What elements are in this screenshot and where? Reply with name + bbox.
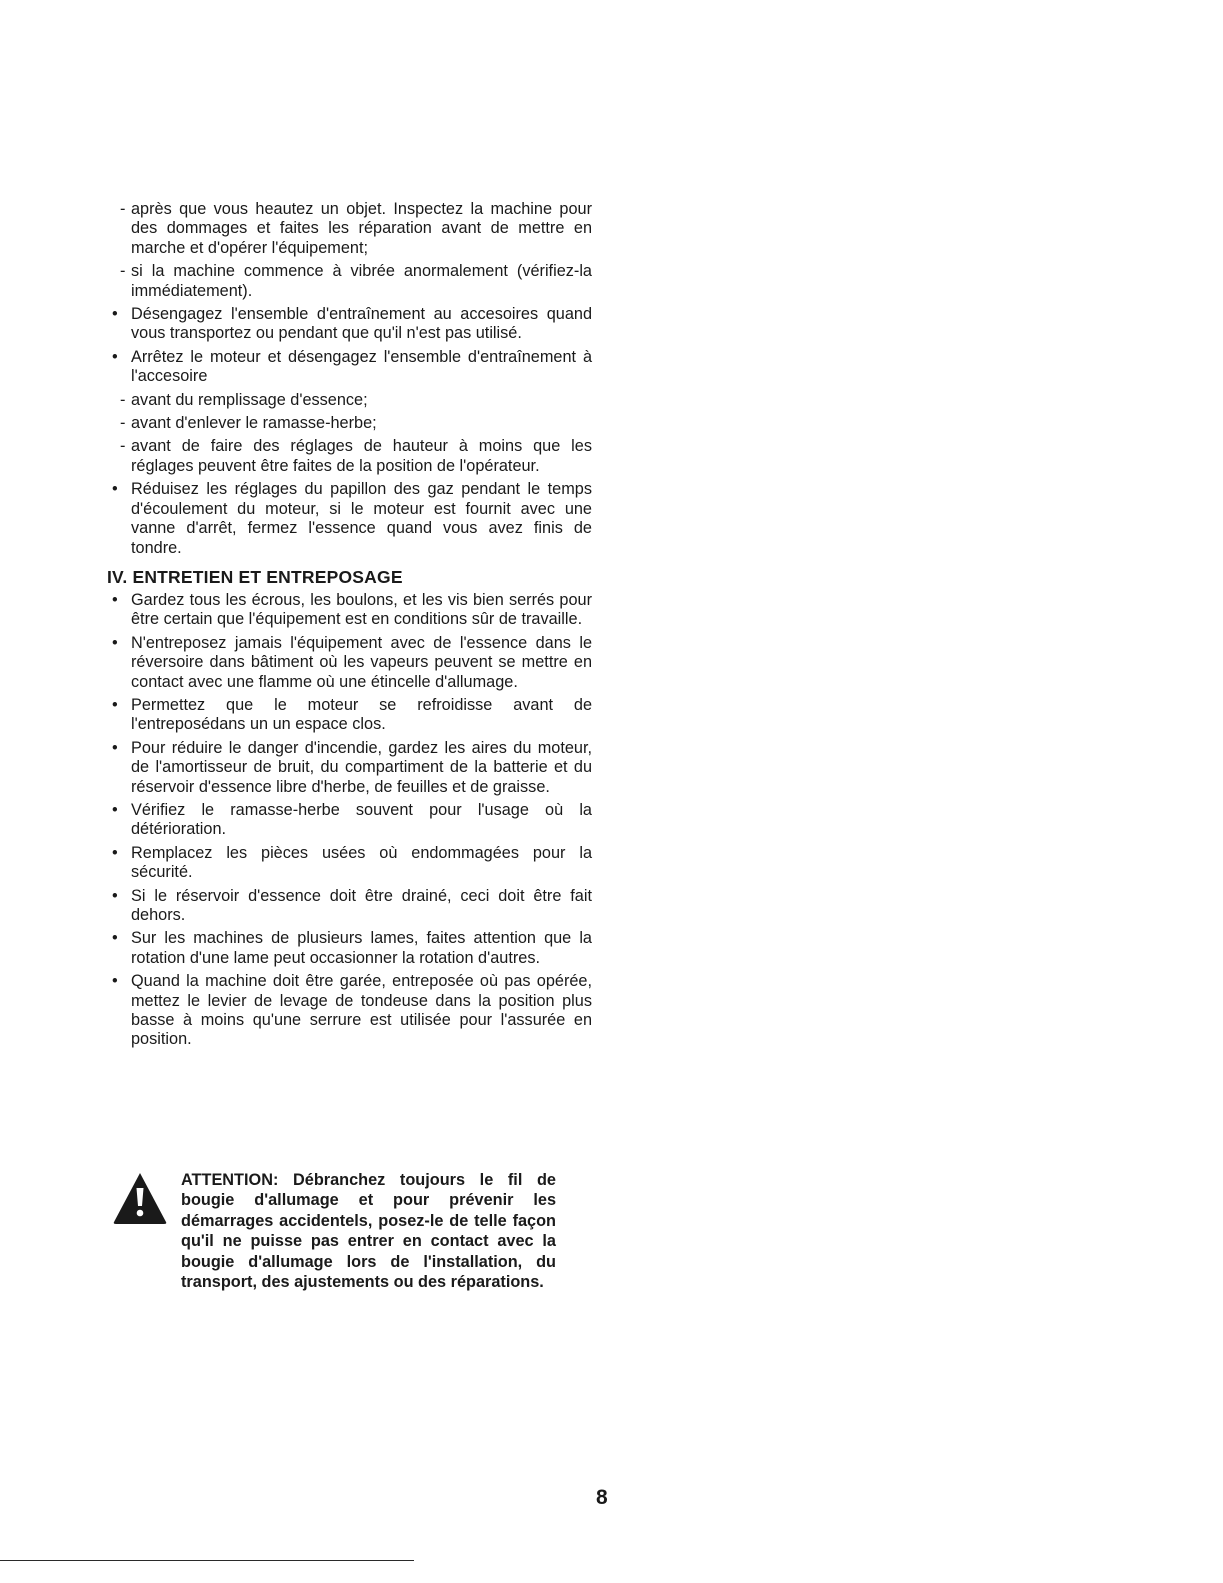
list-item: • Réduisez les réglages du papillon des gaz pendant le temps d'écoulement du moteur, si le moteur est fournit avec une vanne d'arrêt, fermez l'essence quand vous avez finis de tondre. bbox=[112, 480, 592, 558]
list-item: - après que vous heautez un objet. Inspectez la machine pour des dommages et faites les réparation avant de mettre en marche et d'opérer l'équipement; bbox=[112, 200, 592, 258]
list-item: • Gardez tous les écrous, les boulons, et les vis bien serrés pour être certain que l'équipement est en conditions sûr de travaille. bbox=[112, 591, 592, 630]
list-item: - avant de faire des réglages de hauteur à moins que les réglages peuvent être faites de la position de l'opérateur. bbox=[112, 437, 592, 476]
list-item: - si la machine commence à vibrée anormalement (vérifiez-la immédiatement). bbox=[112, 262, 592, 301]
list-item: • Permettez que le moteur se refroidisse avant de l'entreposédans un un espace clos. bbox=[112, 696, 592, 735]
warning-text: ATTENTION: Débranchez toujours le fil de bougie d'allumage et pour prévenir les démarrages accidentels, posez-le de telle façon qu'il ne puisse pas entrer en contact avec la bougie d'allumage lors de l'installation, du transport, des ajustements ou des réparations. bbox=[181, 1171, 556, 1292]
warning-box bbox=[112, 1170, 582, 1315]
text-column bbox=[107, 200, 592, 1054]
list-item: • Désengagez l'ensemble d'entraînement au accesoires quand vous transportez ou pendant que qu'il n'est pas utilisé. bbox=[112, 305, 592, 344]
warning-triangle-icon bbox=[112, 1170, 168, 1226]
section-heading: IV. ENTRETIEN ET ENTREPOSAGE bbox=[107, 566, 403, 587]
list-item: • Quand la machine doit être garée, entreposée où pas opérée, mettez le levier de levage de tondeuse dans la position plus basse à moins qu'une serrure est utilisée pour l'assurée en position. bbox=[112, 972, 592, 1050]
list-item: • Si le réservoir d'essence doit être drainé, ceci doit être fait dehors. bbox=[112, 887, 592, 926]
list-item bbox=[112, 348, 592, 387]
list-item: • Pour réduire le danger d'incendie, gardez les aires du moteur, de l'amortisseur de bruit, du compartiment de la batterie et du réservoir d'essence libre d'herbe, de feuilles et de graisse. bbox=[112, 739, 592, 797]
list-item: - avant du remplissage d'essence; bbox=[112, 391, 592, 410]
page-number: 8 bbox=[596, 1486, 608, 1509]
list-item: • N'entreposez jamais l'équipement avec de l'essence dans le réversoire dans bâtiment où les vapeurs peuvent se mettre en contact avec une flamme où une étincelle d'allumage. bbox=[112, 634, 592, 692]
divider bbox=[0, 1560, 414, 1561]
list-item-text: Arrêtez le moteur et désengagez l'ensemble d'entraînement à l'accesoire bbox=[131, 347, 592, 386]
list-item: • Vérifiez le ramasse-herbe souvent pour l'usage où la détérioration. bbox=[112, 801, 592, 840]
list-item: • Remplacez les pièces usées où endommagées pour la sécurité. bbox=[112, 844, 592, 883]
list-item: • Sur les machines de plusieurs lames, faites attention que la rotation d'une lame peut occasionner la rotation d'autres. bbox=[112, 929, 592, 968]
list-item: - avant d'enlever le ramasse-herbe; bbox=[112, 414, 592, 433]
